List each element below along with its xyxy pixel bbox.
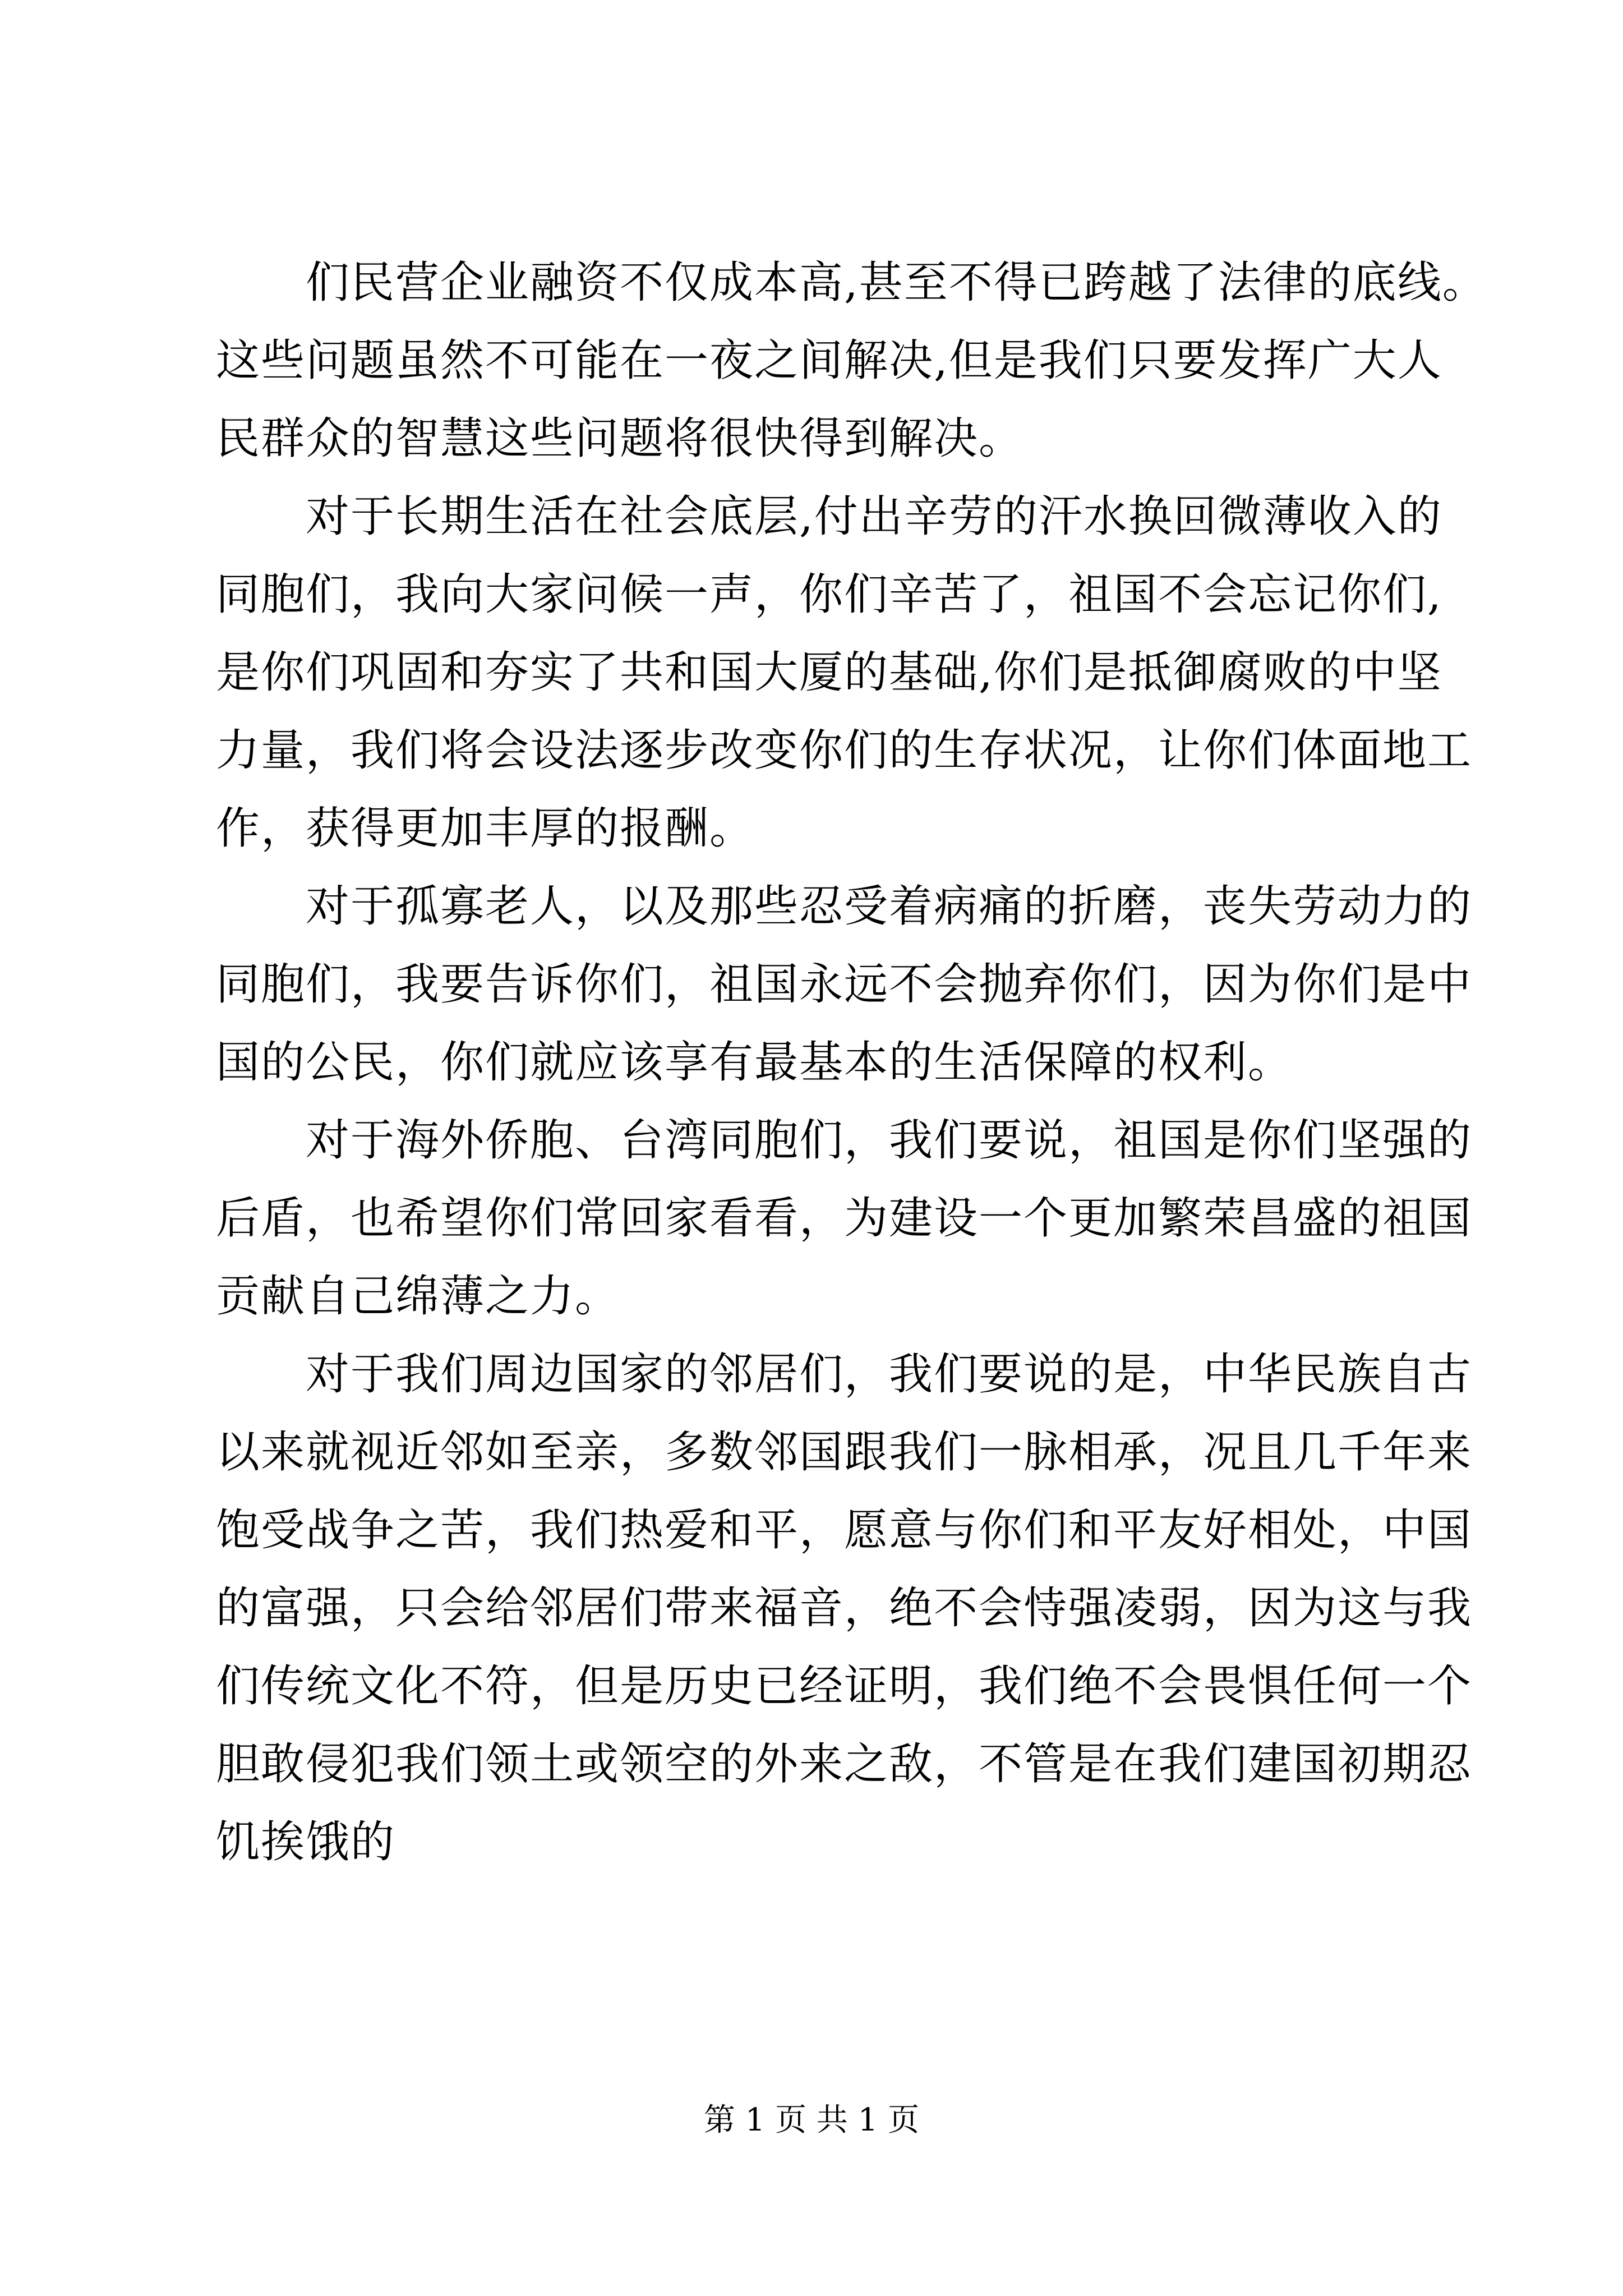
text-line: 饱受战争之苦，我们热爱和平，愿意与你们和平友好相处，中国 [216, 1505, 1473, 1556]
paragraph [216, 1102, 1473, 1336]
text-line: 胆敢侵犯我们领土或领空的外来之敌，不管是在我们建国初期忍 [216, 1739, 1473, 1789]
text-line: 以来就视近邻如至亲，多数邻国跟我们一脉相承，况且几千年来 [216, 1427, 1473, 1478]
text-line: 对于海外侨胞、台湾同胞们，我们要说，祖国是你们坚强的 [306, 1115, 1473, 1166]
text-line: 同胞们，我要告诉你们，祖国永远不会抛弃你们，因为你们是中 [216, 959, 1473, 1010]
text-line: 是你们巩固和夯实了共和国大厦的基础,你们是抵御腐败的中坚 [216, 647, 1442, 698]
text-line: 的富强，只会给邻居们带来福音，绝不会恃强凌弱，因为这与我 [216, 1583, 1473, 1634]
text-line: 力量，我们将会设法逐步改变你们的生存状况，让你们体面地工 [216, 725, 1473, 776]
text-line: 对于我们周边国家的邻居们，我们要说的是，中华民族自古 [306, 1349, 1473, 1400]
text-line: 们传统文化不符，但是历史已经证明，我们绝不会畏惧任何一个 [216, 1661, 1473, 1711]
text-line: 饥挨饿的 [216, 1817, 396, 1867]
text-line: 同胞们，我向大家问候一声，你们辛苦了，祖国不会忘记你们, [216, 569, 1442, 620]
paragraph [216, 244, 1487, 478]
paragraph [216, 868, 1473, 1102]
text-line: 对于孤寡老人，以及那些忍受着病痛的折磨，丧失劳动力的 [306, 881, 1473, 932]
text-line: 贡献自己绵薄之力。 [216, 1271, 620, 1322]
body-text [216, 244, 1487, 1881]
text-line: 国的公民，你们就应该享有最基本的生活保障的权利。 [216, 1037, 1293, 1088]
text-line: 对于长期生活在社会底层,付出辛劳的汗水换回微薄收入的 [306, 491, 1442, 542]
text-line: 民群众的智慧这些问题将很快得到解决。 [216, 413, 1024, 464]
paragraph [216, 478, 1473, 868]
text-line: 作，获得更加丰厚的报酬。 [216, 803, 755, 854]
page-footer: 第 1 页 共 1 页 [703, 2102, 920, 2138]
paragraph [216, 1336, 1473, 1881]
text-line: 后盾，也希望你们常回家看看，为建设一个更加繁荣昌盛的祖国 [216, 1193, 1473, 1244]
text-line: 这些问题虽然不可能在一夜之间解决,但是我们只要发挥广大人 [216, 335, 1442, 386]
text-line: 们民营企业融资不仅成本高,甚至不得已跨越了法律的底线。 [306, 257, 1487, 308]
